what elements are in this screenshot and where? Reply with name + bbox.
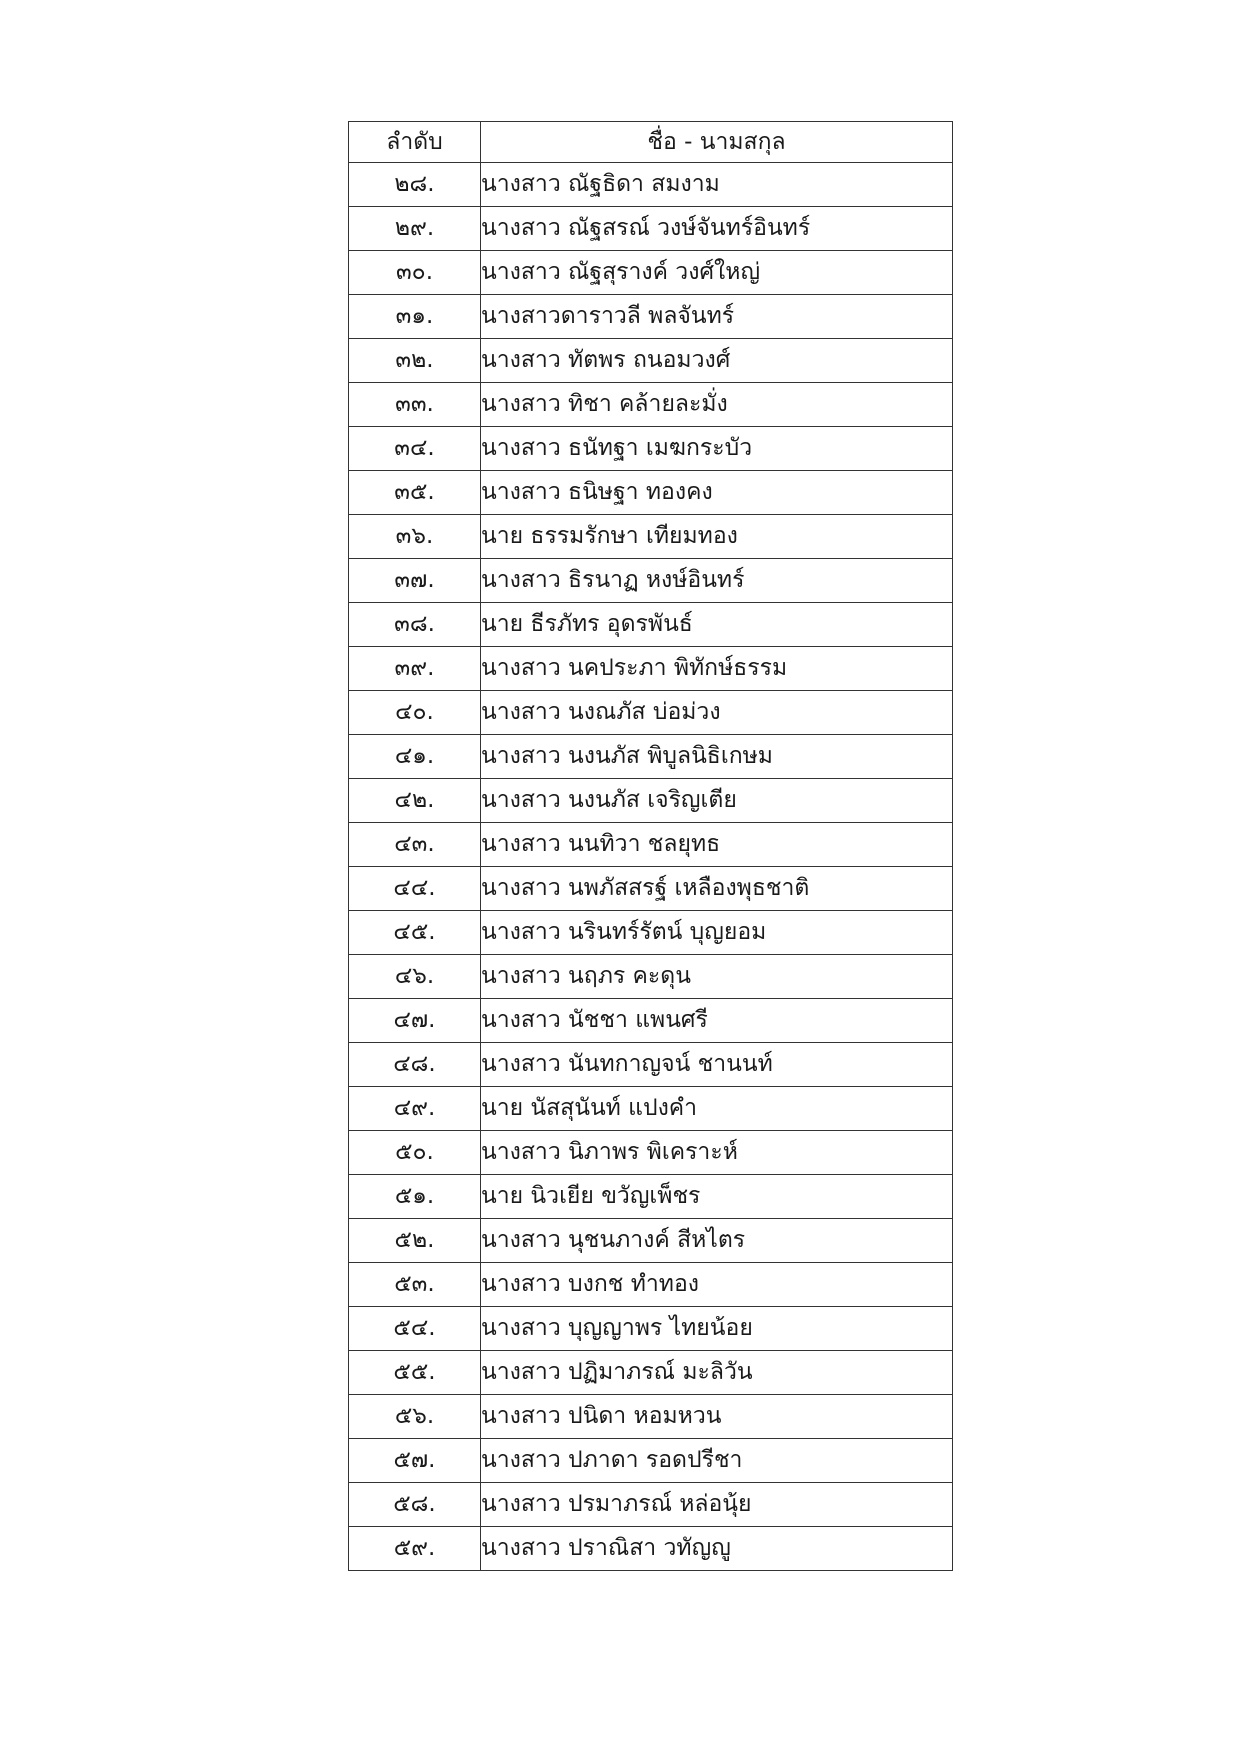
row-full-name: นางสาว นิภาพร พิเคราะห์ <box>481 1131 953 1175</box>
row-order-number: ๕๕. <box>349 1351 481 1395</box>
table-row <box>349 1087 953 1131</box>
header-name: ชื่อ - นามสกุล <box>481 122 953 163</box>
row-full-name: นางสาว ณัฐสรณ์ วงษ์จันทร์อินทร์ <box>481 207 953 251</box>
row-full-name: นางสาว ณัฐธิดา สมงาม <box>481 163 953 207</box>
row-full-name: นางสาว นรินทร์รัตน์ บุญยอม <box>481 911 953 955</box>
row-full-name: นางสาว บงกช ทำทอง <box>481 1263 953 1307</box>
table-row <box>349 955 953 999</box>
table-row <box>349 339 953 383</box>
table-row <box>349 559 953 603</box>
row-full-name: นางสาว ปราณิสา วทัญญู <box>481 1527 953 1571</box>
table-row <box>349 1175 953 1219</box>
table-row <box>349 823 953 867</box>
row-order-number: ๔๘. <box>349 1043 481 1087</box>
table-row <box>349 1131 953 1175</box>
table-row <box>349 1263 953 1307</box>
row-order-number: ๔๐. <box>349 691 481 735</box>
row-order-number: ๔๖. <box>349 955 481 999</box>
row-order-number: ๕๒. <box>349 1219 481 1263</box>
row-full-name: นางสาว นงนภัส เจริญเตีย <box>481 779 953 823</box>
table-row <box>349 295 953 339</box>
row-full-name: นางสาว ธนิษฐา ทองคง <box>481 471 953 515</box>
row-order-number: ๔๙. <box>349 1087 481 1131</box>
table-row <box>349 163 953 207</box>
row-full-name: นาย ธีรภัทร อุดรพันธ์ <box>481 603 953 647</box>
row-full-name: นางสาว ปรมาภรณ์ หล่อนุ้ย <box>481 1483 953 1527</box>
row-order-number: ๔๗. <box>349 999 481 1043</box>
table-body <box>349 163 953 1571</box>
table-row <box>349 999 953 1043</box>
row-full-name: นางสาว นัชชา แพนศรี <box>481 999 953 1043</box>
row-order-number: ๕๙. <box>349 1527 481 1571</box>
row-full-name: นางสาว นนทิวา ชลยุทธ <box>481 823 953 867</box>
row-order-number: ๓๗. <box>349 559 481 603</box>
table-row <box>349 1483 953 1527</box>
row-full-name: นางสาว ปภาดา รอดปรีชา <box>481 1439 953 1483</box>
table-row <box>349 1527 953 1571</box>
row-order-number: ๔๓. <box>349 823 481 867</box>
row-full-name: นาย ธรรมรักษา เทียมทอง <box>481 515 953 559</box>
row-order-number: ๔๔. <box>349 867 481 911</box>
row-full-name: นางสาว ทัตพร ถนอมวงศ์ <box>481 339 953 383</box>
table-row <box>349 1351 953 1395</box>
row-order-number: ๕๔. <box>349 1307 481 1351</box>
row-order-number: ๕๐. <box>349 1131 481 1175</box>
row-order-number: ๓๖. <box>349 515 481 559</box>
table-row <box>349 427 953 471</box>
row-full-name: นาย นิวเยีย ขวัญเพ็ชร <box>481 1175 953 1219</box>
row-full-name: นางสาว นพภัสสรฐ์ เหลืองพุธชาติ <box>481 867 953 911</box>
row-order-number: ๕๘. <box>349 1483 481 1527</box>
row-full-name: นางสาว นันทกาญจน์ ชานนท์ <box>481 1043 953 1087</box>
row-full-name: นางสาว นงณภัส บ่อม่วง <box>481 691 953 735</box>
row-order-number: ๒๘. <box>349 163 481 207</box>
row-full-name: นางสาว บุญญาพร ไทยน้อย <box>481 1307 953 1351</box>
row-order-number: ๒๙. <box>349 207 481 251</box>
row-order-number: ๓๕. <box>349 471 481 515</box>
row-order-number: ๓๓. <box>349 383 481 427</box>
row-full-name: นางสาว นงนภัส พิบูลนิธิเกษม <box>481 735 953 779</box>
name-list-table <box>348 121 953 1571</box>
table-row <box>349 1439 953 1483</box>
row-full-name: นางสาว ทิชา คล้ายละมั่ง <box>481 383 953 427</box>
table-row <box>349 207 953 251</box>
table-row <box>349 691 953 735</box>
header-order: ลำดับ <box>349 122 481 163</box>
table-row <box>349 1395 953 1439</box>
row-order-number: ๕๖. <box>349 1395 481 1439</box>
row-full-name: นางสาว นุชนภางค์ สีหไตร <box>481 1219 953 1263</box>
table-row <box>349 1307 953 1351</box>
row-full-name: นางสาว ปนิดา หอมหวน <box>481 1395 953 1439</box>
row-order-number: ๕๓. <box>349 1263 481 1307</box>
table-row <box>349 779 953 823</box>
row-order-number: ๓๑. <box>349 295 481 339</box>
row-full-name: นางสาว ธิรนาฏ หงษ์อินทร์ <box>481 559 953 603</box>
table-row <box>349 383 953 427</box>
table-row <box>349 867 953 911</box>
table-row <box>349 735 953 779</box>
row-order-number: ๓๐. <box>349 251 481 295</box>
row-full-name: นางสาวดาราวลี พลจันทร์ <box>481 295 953 339</box>
table-row <box>349 603 953 647</box>
row-full-name: นางสาว ปฏิมาภรณ์ มะลิวัน <box>481 1351 953 1395</box>
row-order-number: ๕๗. <box>349 1439 481 1483</box>
row-order-number: ๓๙. <box>349 647 481 691</box>
table-row <box>349 515 953 559</box>
row-order-number: ๔๑. <box>349 735 481 779</box>
row-full-name: นางสาว ธนัทฐา เมฆกระบัว <box>481 427 953 471</box>
table-row <box>349 1043 953 1087</box>
row-full-name: นาย นัสสุนันท์ แปงคำ <box>481 1087 953 1131</box>
table-row <box>349 471 953 515</box>
row-order-number: ๓๘. <box>349 603 481 647</box>
row-order-number: ๔๕. <box>349 911 481 955</box>
table-row <box>349 647 953 691</box>
row-full-name: นางสาว นคประภา พิทักษ์ธรรม <box>481 647 953 691</box>
row-full-name: นางสาว นฤภร คะดุน <box>481 955 953 999</box>
table-row <box>349 1219 953 1263</box>
row-order-number: ๓๔. <box>349 427 481 471</box>
table-row <box>349 251 953 295</box>
row-order-number: ๕๑. <box>349 1175 481 1219</box>
row-order-number: ๓๒. <box>349 339 481 383</box>
row-order-number: ๔๒. <box>349 779 481 823</box>
table-row <box>349 911 953 955</box>
row-full-name: นางสาว ณัฐสุรางค์ วงศ์ใหญ่ <box>481 251 953 295</box>
table-header-row <box>349 122 953 163</box>
